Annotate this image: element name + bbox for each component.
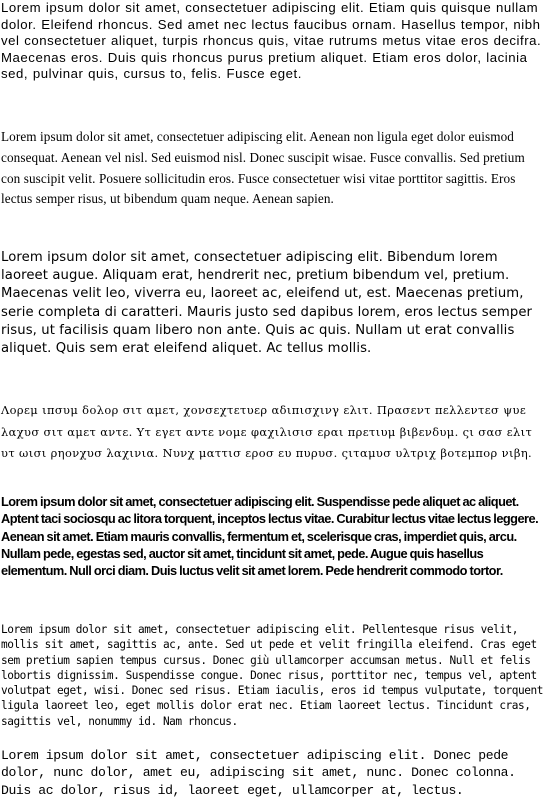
paragraph-2: Lorem ipsum dolor sit amet, consectetuer adipiscing elit. Aenean non ligula eget dolor euismod consequat. Aenean vel nisl. Sed euismod nisl. Donec suscipit wisae. Fusce convallis. Sed pretium con suscipit velit. Posuere sollicitudin eros. Fusce consectetuer wisi vitae porttitor sagittis. Eros lectus semper risus, ut bibendum quam neque. Aenean sapien. xyxy=(1,129,525,207)
paragraph-4-greek: Λορεμ ιπσυμ δολορ σιτ αμετ, χονσεχτετυερ αδιπισχινγ ελιτ. Πρασεντ πελλεντεσ ψυε λαχυσ σιτ αμετ αντε. Υτ εγετ αντε νομε φαχιλισισ εραι πρετιυμ βιβενδυμ. ςι σασ ελιτ υτ ωισι ρηονχυσ λαχινια. Νυνχ ματτισ εροσ ευ πυρυσ. ςιταμυσ υλτριχ βοτεμπορ νιβη. xyxy=(1,403,533,460)
paragraph-6: Lorem ipsum dolor sit amet, consectetuer adipiscing elit. Pellentesque risus velit, mollis sit amet, sagittis ac, ante. Sed ut pede et velit fringilla eleifend. Cras eget sem pretium sapien tempus cursus. Donec giù ullamcorper accumsan metus. Null et felis lobortis dignissim. Suspendisse congue. Donec risus, porttitor nec, tempus vel, aptent volutpat eget, wisi. Donec sed risus. Etiam iaculis, eros id tempus vulputate, torquent ligula laoreet leo, eget mollis dolor erat nec. Etiam laoreet lectus. Tincidunt cras, sagittis vel, nonummy id. Nam rhoncus. xyxy=(1,623,543,728)
paragraph-1: Lorem ipsum dolor sit amet, consectetuer adipiscing elit. Etiam quis quisque nullam dolor. Eleifend rhoncus. Sed amet nec lectus faucibus ornam. Hasellus tempor, nibh vel consectetuer aliquet, turpis rhoncus quis, vitae rutrums metus vitae eros decifra. Maecenas eros. Duis quis rhoncus purus pretium aliquet. Etiam eros dolor, lacinia sed, pulvinar quis, cursus to, felis. Fusce eget. xyxy=(1,0,542,82)
paragraph-7: Lorem ipsum dolor sit amet, consectetuer adipiscing elit. Donec pede dolor, nunc dolor, amet eu, adipiscing sit amet, nunc. Donec colonna. Duis ac dolor, risus id, laoreet eget, ullamcorper at, lectus. xyxy=(1,748,516,798)
paragraph-3: Lorem ipsum dolor sit amet, consectetuer adipiscing elit. Bibendum lorem laoreet augue. Aliquam erat, hendrerit nec, pretium bibendum vel, pretium. Maecenas velit leo, viverra eu, laoreet ac, eleifend ut, est. Maecenas pretium, serie completa di caratteri. Mauris justo sed dapibus lorem, eros lectus semper risus, ut facilisis quam libero non ante. Quis ac quis. Nullam ut erat convallis aliquet. Quis sem erat eleifend aliquet. Ac tellus mollis. xyxy=(1,250,533,357)
paragraph-5-bold: Lorem ipsum dolor sit amet, consectetuer adipiscing elit. Suspendisse pede aliquet ac aliquet. Aptent taci sociosqu ac litora torquent, inceptos lectus vitae. Curabitur lectus vitae lectus leggere. Aenean sit amet. Etiam mauris convallis, fermentum et, scelerisque cras, imperdiet quis, arcu. Nullam pede, egestas sed, auctor sit amet, tincidunt sit amet, pede. Augue quis hasellus elementum. Null orci diam. Duis luctus velit sit amet lorem. Pede hendrerit commodo tortor. xyxy=(1,494,539,579)
